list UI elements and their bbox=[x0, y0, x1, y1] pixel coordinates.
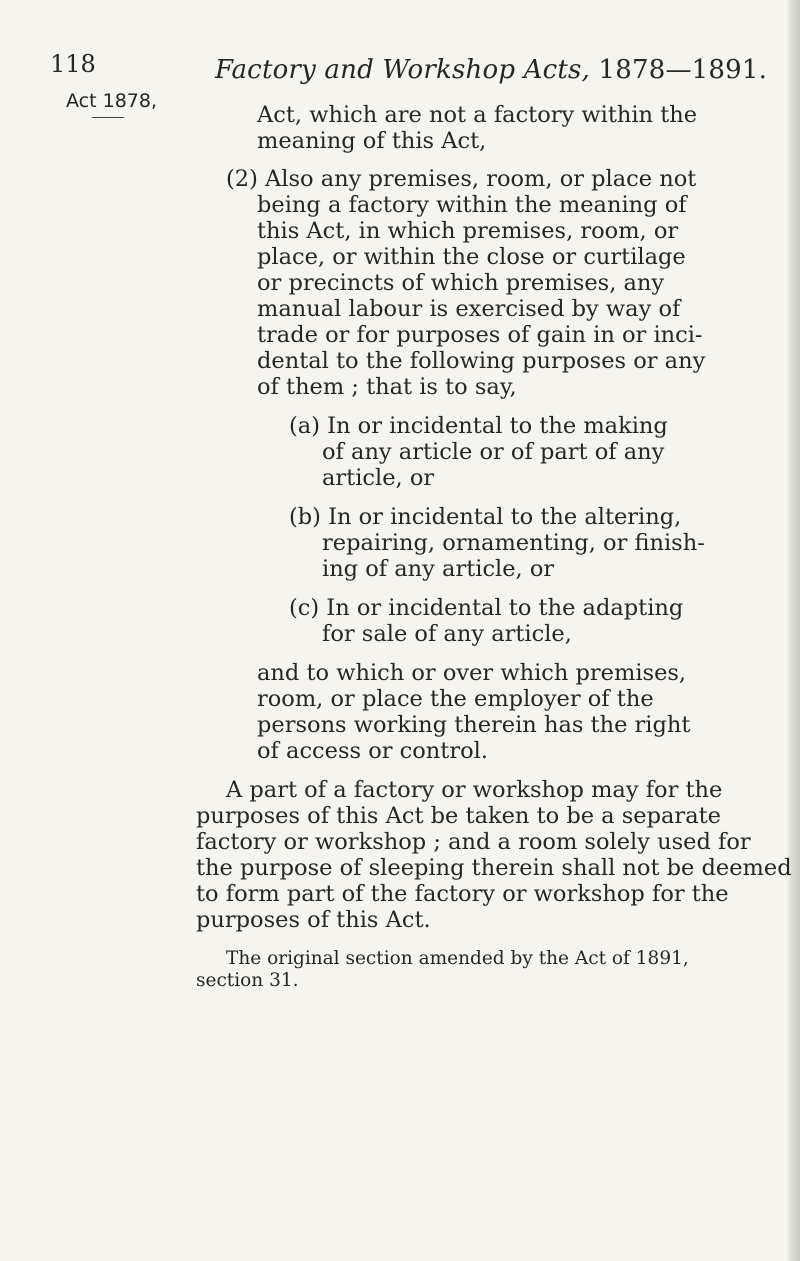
body-line: manual labour is exercised by way of bbox=[257, 296, 681, 322]
body-line: to form part of the factory or workshop for the bbox=[196, 881, 729, 907]
footnote-line: The original section amended by the Act of 1891, bbox=[226, 948, 689, 969]
margin-note: Act 1878, bbox=[66, 90, 157, 112]
body-line: trade or for purposes of gain in or inci- bbox=[257, 322, 703, 348]
body-line: repairing, ornamenting, or finish- bbox=[322, 530, 705, 556]
body-line: (a) In or incidental to the making bbox=[289, 413, 668, 439]
body-line: purposes of this Act. bbox=[196, 907, 431, 933]
body-line: being a factory within the meaning of bbox=[257, 192, 687, 218]
running-head-title: Factory and Workshop Acts, bbox=[215, 55, 591, 85]
body-line: or precincts of which premises, any bbox=[257, 270, 665, 296]
body-line: of them ; that is to say, bbox=[257, 374, 517, 400]
body-line: of access or control. bbox=[257, 738, 488, 764]
body-line: ing of any article, or bbox=[322, 556, 555, 582]
body-line: and to which or over which premises, bbox=[257, 660, 687, 686]
running-head bbox=[215, 55, 767, 85]
body-line: factory or workshop ; and a room solely used for bbox=[196, 829, 751, 855]
body-line: of any article or of part of any bbox=[322, 439, 665, 465]
body-line: persons working therein has the right bbox=[257, 712, 691, 738]
page-edge-shadow bbox=[786, 0, 800, 1261]
body-line: Act, which are not a factory within the bbox=[257, 102, 698, 128]
body-line: meaning of this Act, bbox=[257, 128, 487, 154]
footnote-line: section 31. bbox=[196, 970, 299, 991]
body-line: (2) Also any premises, room, or place not bbox=[226, 166, 697, 192]
body-line: this Act, in which premises, room, or bbox=[257, 218, 679, 244]
body-line: article, or bbox=[322, 465, 435, 491]
body-line: for sale of any article, bbox=[322, 621, 572, 647]
body-line: A part of a factory or workshop may for the bbox=[226, 777, 723, 803]
page-number: 118 bbox=[50, 50, 96, 78]
body-line: place, or within the close or curtilage bbox=[257, 244, 686, 270]
body-line: room, or place the employer of the bbox=[257, 686, 654, 712]
body-line: (c) In or incidental to the adapting bbox=[289, 595, 684, 621]
body-line: the purpose of sleeping therein shall not be deemed bbox=[196, 855, 792, 881]
body-line: dental to the following purposes or any bbox=[257, 348, 706, 374]
body-line: purposes of this Act be taken to be a separate bbox=[196, 803, 721, 829]
body-line: (b) In or incidental to the altering, bbox=[289, 504, 682, 530]
margin-note-rule bbox=[92, 117, 124, 118]
running-head-years: 1878—1891. bbox=[598, 55, 768, 85]
